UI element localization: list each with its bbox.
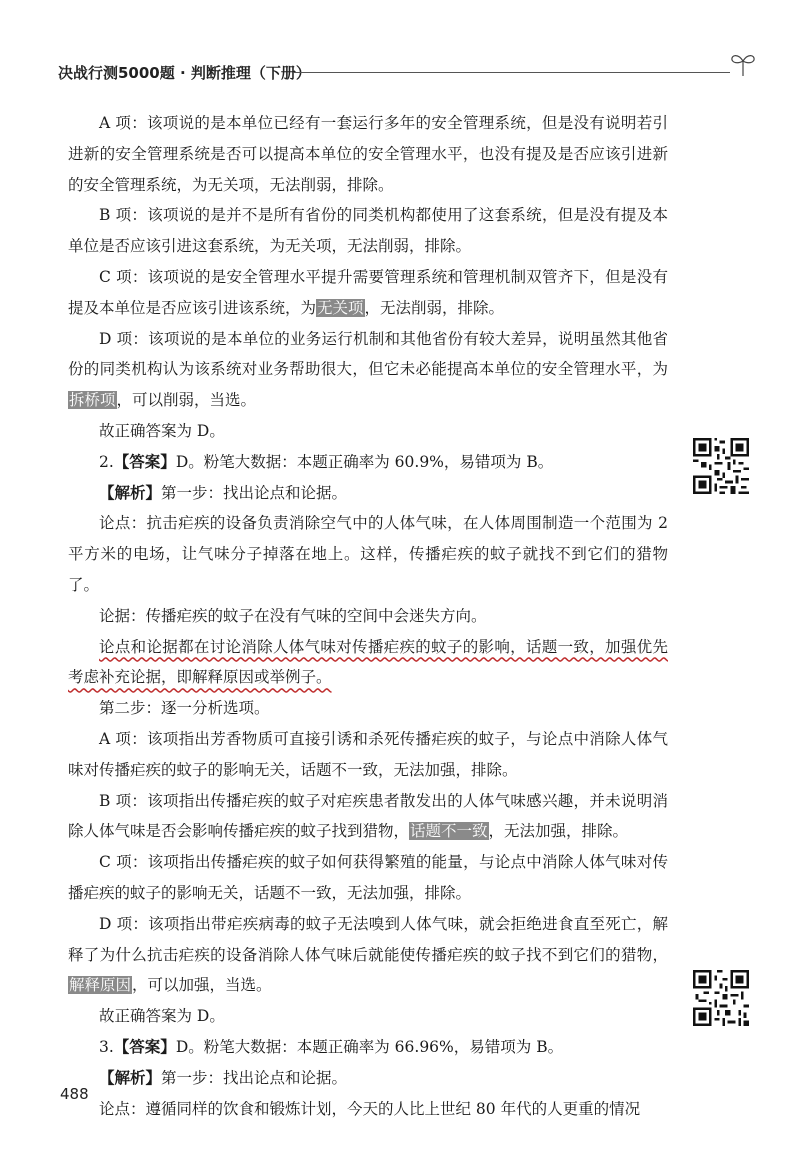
- q3-number: 3.: [99, 1037, 114, 1056]
- q3-argument: 论点：遵循同样的饮食和锻炼计划，今天的人比上世纪 80 年代的人更重的情况: [99, 1099, 641, 1118]
- header-rule: [294, 72, 730, 73]
- q2-step1: 第一步：找出论点和论据。: [161, 483, 348, 502]
- highlight-topic-mismatch: 话题不一致: [410, 822, 488, 841]
- q2-option-b-text: B 项：该项指出传播疟疾的蚊子对疟疾患者散发出的人体气味感兴趣，并未说明消除人体气味是否会影响传播疟疾的蚊子找到猎物，: [68, 791, 668, 841]
- option-c-text: C 项：该项说的是安全管理水平提升需要管理系统和管理机制双管齐下，但是没有提及本单位是否应该引进该系统，为: [68, 267, 668, 317]
- answer-label: 【答案】: [113, 1036, 176, 1056]
- running-header: [58, 62, 758, 86]
- answer-label: 【答案】: [113, 451, 176, 471]
- qr-code-icon[interactable]: [693, 970, 749, 1026]
- highlight-bridge-break: 拆桥项: [69, 391, 116, 410]
- q2-evidence: 论据：传播疟疾的蚊子在没有气味的空间中会迷失方向。: [99, 606, 487, 625]
- q2-step2: 第二步：逐一分析选项。: [99, 699, 270, 718]
- qr-code-icon[interactable]: [693, 438, 749, 494]
- analysis-label: 【解析】: [99, 482, 162, 502]
- option-c-tail: ，无法削弱，排除。: [364, 298, 505, 317]
- leaf-icon: [728, 48, 758, 78]
- option-d-text: D 项：该项说的是本单位的业务运行机制和其他省份有较大差异，说明虽然其他省份的同类机构认为该系统对业务帮助很大，但它未必能提高本单位的安全管理水平，为: [68, 329, 668, 379]
- highlight-explain-cause: 解释原因: [69, 976, 132, 995]
- q2-option-d: [68, 909, 668, 1001]
- q2-argument: 论点：抗击疟疾的设备负责消除空气中的人体气味，在人体周围制造一个范围为 2 平方米的电场，让气味分子掉落在地上。这样，传播疟疾的蚊子就找不到它们的猎物了。: [68, 514, 668, 594]
- q1-option-c: [68, 262, 668, 324]
- q3-answer: [68, 1032, 668, 1063]
- q2-note: [68, 632, 668, 694]
- q2-conclusion: 故正确答案为 D。: [99, 1007, 225, 1026]
- q2-option-b-tail: ，无法加强，排除。: [488, 822, 629, 841]
- q2-answer: [68, 447, 668, 478]
- highlight-irrelevant: 无关项: [317, 298, 364, 317]
- q2-answer-text: D。粉笔大数据：本题正确率为 60.9%，易错项为 B。: [175, 452, 554, 471]
- q2-option-b: [68, 786, 668, 848]
- page-number: 488: [60, 1085, 89, 1103]
- body-text: [68, 108, 668, 1124]
- option-d-tail: ，可以削弱，当选。: [116, 391, 257, 410]
- q1-conclusion: 故正确答案为 D。: [99, 421, 225, 440]
- book-title: 决战行测5000题 · 判断推理（下册）: [58, 64, 311, 82]
- q2-number: 2.: [99, 452, 114, 471]
- q2-option-a: A 项：该项指出芳香物质可直接引诱和杀死传播疟疾的蚊子，与论点中消除人体气味对传播疟疾的蚊子的影响无关，话题不一致，无法加强，排除。: [68, 729, 668, 779]
- q3-analysis: [68, 1063, 668, 1094]
- q1-option-a: A 项：该项说的是本单位已经有一套运行多年的安全管理系统，但是没有说明若引进新的安全管理系统是否可以提高本单位的安全管理水平，也没有提及是否应该引进新的安全管理系统，为无关项，无法削弱，排除。: [68, 114, 668, 194]
- analysis-label: 【解析】: [99, 1067, 162, 1087]
- q2-option-d-tail: ，可以加强，当选。: [132, 976, 272, 995]
- q3-answer-text: D。粉笔大数据：本题正确率为 66.96%，易错项为 B。: [175, 1037, 564, 1056]
- q2-option-d-text: D 项：该项指出带疟疾病毒的蚊子无法嗅到人体气味，就会拒绝进食直至死亡，解释了为什么抗击疟疾的设备消除人体气味后就能使传播疟疾的蚊子找不到它们的猎物，: [68, 914, 668, 964]
- q3-step1: 第一步：找出论点和论据。: [161, 1068, 348, 1087]
- q2-analysis: [68, 478, 668, 509]
- q2-option-c: C 项：该项指出传播疟疾的蚊子如何获得繁殖的能量，与论点中消除人体气味对传播疟疾的蚊子的影响无关，话题不一致，无法加强，排除。: [68, 853, 668, 902]
- q1-option-d: [68, 324, 668, 416]
- q1-option-b: B 项：该项说的是并不是所有省份的同类机构都使用了这套系统，但是没有提及本单位是否应该引进这套系统，为无关项，无法削弱，排除。: [68, 206, 668, 256]
- wavy-underlined-note: 论点和论据都在讨论消除人体气味对传播疟疾的蚊子的影响，话题一致，加强优先考虑补充论据，即解释原因或举例子。: [68, 637, 668, 687]
